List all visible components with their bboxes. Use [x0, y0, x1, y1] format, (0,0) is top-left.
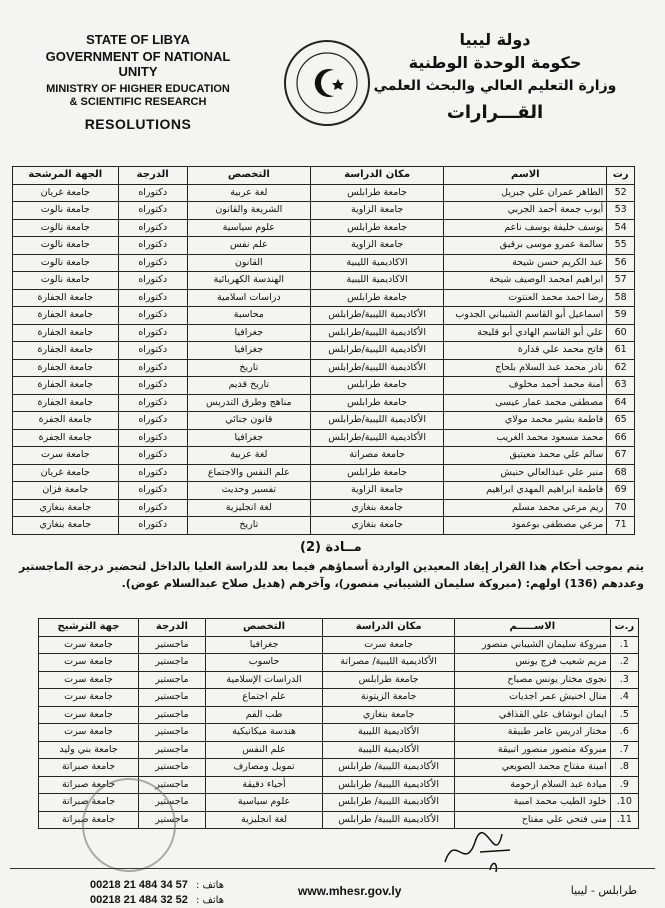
cell-number: 59 [607, 307, 635, 325]
cell-specialization: طب الفم [205, 706, 322, 724]
cell-degree: ماجستير [139, 759, 206, 777]
cell-name: سالمة عمرو موسى برقيق [444, 237, 607, 255]
city-address: طرابلس - ليبيا [570, 884, 637, 897]
cell-study-place: جامعة طرابلس [310, 184, 444, 202]
table-row [13, 307, 635, 325]
cell-degree: دكتوراه [118, 517, 187, 535]
cell-name: سالم علي محمد معيتيق [444, 447, 607, 465]
cell-degree: ماجستير [139, 671, 206, 689]
cell-name: منى فتحي علي مفتاح [454, 811, 610, 829]
ministry-name-en-line2: & SCIENTIFIC RESEARCH [69, 96, 207, 108]
cell-nominating-body: جامعة سرت [39, 654, 139, 672]
cell-nominating-body: جامعة بنغازي [13, 517, 119, 535]
cell-degree: دكتوراه [118, 359, 187, 377]
cell-name: ميادة عبد السلام ارحومة [454, 776, 610, 794]
table-row [39, 671, 639, 689]
cell-specialization: تاريخ [187, 359, 310, 377]
cell-number: 4. [610, 689, 638, 707]
cell-degree: دكتوراه [118, 254, 187, 272]
cell-study-place: الأكاديمية الليبية/طرابلس [310, 307, 444, 325]
table-row [13, 412, 635, 430]
cell-study-place: الأكاديمية الليبية/ طرابلس [323, 759, 455, 777]
footer-divider [10, 868, 655, 869]
cell-study-place: جامعة بنغازي [310, 517, 444, 535]
cell-name: مختار ادريس عامر طبيقة [454, 724, 610, 742]
cell-nominating-body: جامعة سرت [13, 447, 119, 465]
article-text: يتم بموجب أحكام هذا القرار إيفاد المعيدين الواردة أسماؤهم فيما بعد للدراسة العليا بالداخل لتحضير درجة الماجستير وعددهم (136) اولهم: (مبروكة سليمان الشيباني منصور)، وآخرهم (هديل صلاح عبدالسلام عوض). [18, 560, 644, 590]
cell-study-place: جامعة طرابلس [323, 671, 455, 689]
letterhead-english [28, 32, 248, 132]
cell-study-place: جامعة الزاوية [310, 237, 444, 255]
cell-degree: دكتوراه [118, 307, 187, 325]
cell-specialization: الهندسة الكهربائية [187, 272, 310, 290]
table-header-row [13, 167, 635, 185]
cell-specialization: جغرافيا [205, 636, 322, 654]
table-row [13, 377, 635, 395]
ministry-emblem-icon [282, 38, 372, 128]
cell-specialization: حاسوب [205, 654, 322, 672]
cell-specialization: تفسير وحديث [187, 482, 310, 500]
cell-nominating-body: جامعة سرت [39, 636, 139, 654]
phone-number-2: 00218 21 484 32 52 [90, 894, 188, 906]
page-footer [0, 868, 665, 908]
cell-specialization: جغرافيا [187, 324, 310, 342]
table-row [13, 272, 635, 290]
cell-nominating-body: جامعة نالوت [13, 219, 119, 237]
col-header-study-place: مكان الدراسة [323, 619, 455, 637]
cell-study-place: جامعة طرابلس [310, 394, 444, 412]
cell-number: 71 [607, 517, 635, 535]
cell-study-place: الأكاديمية الليبية [323, 724, 455, 742]
col-header-number: رت [607, 167, 635, 185]
cell-nominating-body: جامعة الجفارة [13, 377, 119, 395]
cell-number: 6. [610, 724, 638, 742]
cell-specialization: علم اجتماع [205, 689, 322, 707]
cell-study-place: الأكاديمية الليبية/طرابلس [310, 342, 444, 360]
cell-study-place: الأكاديمية الليبية/ طرابلس [323, 794, 455, 812]
cell-degree: دكتوراه [118, 447, 187, 465]
cell-number: 3. [610, 671, 638, 689]
cell-number: 52 [607, 184, 635, 202]
cell-specialization: محاسبة [187, 307, 310, 325]
cell-name: مريم شعيب فرج يونس [454, 654, 610, 672]
cell-number: 11. [610, 811, 638, 829]
cell-specialization: مناهج وطرق التدريس [187, 394, 310, 412]
cell-study-place: جامعة بنغازي [323, 706, 455, 724]
cell-study-place: الأكاديمية الليبية/ مصراتة [323, 654, 455, 672]
cell-specialization: علوم سياسية [187, 219, 310, 237]
ministry-name-ar: وزارة التعليم العالي والبحث العلمي [373, 78, 617, 94]
cell-number: 65 [607, 412, 635, 430]
cell-number: 53 [607, 202, 635, 220]
cell-degree: دكتوراه [118, 429, 187, 447]
cell-number: 9. [610, 776, 638, 794]
cell-degree: ماجستير [139, 706, 206, 724]
cell-name: خلود الطيب محمد امبية [454, 794, 610, 812]
cell-nominating-body: جامعة صبراتة [39, 811, 139, 829]
cell-nominating-body: جامعة نالوت [13, 237, 119, 255]
cell-number: 54 [607, 219, 635, 237]
table-row [13, 219, 635, 237]
cell-number: 68 [607, 464, 635, 482]
cell-study-place: جامعة الزيتونة [323, 689, 455, 707]
cell-nominating-body: جامعة صبراتة [39, 759, 139, 777]
cell-number: 8. [610, 759, 638, 777]
col-header-degree: الدرجة [118, 167, 187, 185]
cell-nominating-body: جامعة الجفرة [13, 412, 119, 430]
cell-degree: دكتوراه [118, 412, 187, 430]
cell-name: مبروكة سليمان الشيباني منصور [454, 636, 610, 654]
cell-specialization: تمويل ومصارف [205, 759, 322, 777]
table-row [39, 654, 639, 672]
cell-study-place: الاكاديمية الليبية [310, 254, 444, 272]
table-row [39, 706, 639, 724]
cell-study-place: جامعة طرابلس [310, 219, 444, 237]
cell-specialization: أحياء دقيقة [205, 776, 322, 794]
cell-specialization: علم النفس [205, 741, 322, 759]
cell-degree: دكتوراه [118, 202, 187, 220]
cell-study-place: الأكاديمية الليبية/طرابلس [310, 429, 444, 447]
cell-nominating-body: جامعة سرت [39, 689, 139, 707]
table-row [13, 184, 635, 202]
cell-degree: ماجستير [139, 741, 206, 759]
table-row [13, 254, 635, 272]
table-row [39, 636, 639, 654]
table-row [39, 689, 639, 707]
cell-study-place: جامعة سرت [323, 636, 455, 654]
cell-name: أيوب جمعة أحمد الجربي [444, 202, 607, 220]
cell-specialization: تاريخ قديم [187, 377, 310, 395]
cell-name: ايمان ابوشاف علي القذافي [454, 706, 610, 724]
col-header-specialization: التخصص [205, 619, 322, 637]
col-header-name: الاسم [444, 167, 607, 185]
cell-specialization: جغرافيا [187, 342, 310, 360]
cell-name: محمد مسعود محمد الغريب [444, 429, 607, 447]
cell-number: 63 [607, 377, 635, 395]
state-name-ar: دولة ليبيا [459, 30, 531, 49]
table-row [13, 464, 635, 482]
cell-degree: ماجستير [139, 776, 206, 794]
doctorate-table [12, 166, 635, 535]
cell-study-place: الأكاديمية الليبية/طرابلس [310, 412, 444, 430]
cell-name: نادر محمد عبد السلام بلحاج [444, 359, 607, 377]
cell-name: منير علي عبدالعالي حنيش [444, 464, 607, 482]
table-row [13, 237, 635, 255]
cell-degree: دكتوراه [118, 464, 187, 482]
cell-name: مبروكة منصور منصور اتبيقة [454, 741, 610, 759]
cell-specialization: علوم سياسية [205, 794, 322, 812]
government-name-ar: حكومة الوحدة الوطنية [408, 53, 582, 72]
cell-specialization: علم نفس [187, 237, 310, 255]
cell-nominating-body: جامعة فزان [13, 482, 119, 500]
cell-name: فاتح محمد علي قدارة [444, 342, 607, 360]
cell-number: 55 [607, 237, 635, 255]
cell-study-place: الأكاديمية الليبية/طرابلس [310, 324, 444, 342]
table-header-row [39, 619, 639, 637]
ministry-stamp-icon [82, 778, 176, 872]
cell-degree: دكتوراه [118, 324, 187, 342]
cell-nominating-body: جامعة سرت [39, 724, 139, 742]
cell-specialization: تاريخ [187, 517, 310, 535]
cell-name: علي أبو القاسم الهادي أبو قليجة [444, 324, 607, 342]
cell-name: أمنة محمد أحمد مخلوف [444, 377, 607, 395]
cell-study-place: جامعة طرابلس [310, 377, 444, 395]
cell-study-place: الاكاديمية الليبية [310, 272, 444, 290]
table-row [13, 359, 635, 377]
cell-specialization: الشريعة والقانون [187, 202, 310, 220]
cell-degree: دكتوراه [118, 219, 187, 237]
cell-name: فاطمة بشير محمد مولاي [444, 412, 607, 430]
phone-label-2: هاتف : [196, 895, 225, 906]
cell-nominating-body: جامعة الجفارة [13, 307, 119, 325]
cell-name: عبد الكريم حسن شيحة [444, 254, 607, 272]
website-link[interactable]: www.mhesr.gov.ly [298, 884, 402, 898]
cell-degree: دكتوراه [118, 394, 187, 412]
cell-specialization: الدراسات الإسلامية [205, 671, 322, 689]
cell-nominating-body: جامعة غريان [13, 464, 119, 482]
cell-number: 1. [610, 636, 638, 654]
cell-degree: ماجستير [139, 654, 206, 672]
col-header-study-place: مكان الدراسة [310, 167, 444, 185]
cell-study-place: جامعة طرابلس [310, 289, 444, 307]
cell-name: امينة مفتاح محمد الصويعي [454, 759, 610, 777]
cell-nominating-body: جامعة سرت [39, 671, 139, 689]
cell-study-place: الأكاديمية الليبية/طرابلس [310, 359, 444, 377]
col-header-name: الاســـــم [454, 619, 610, 637]
cell-name: نجوى مختار يونس مصباح [454, 671, 610, 689]
cell-nominating-body: جامعة سرت [39, 706, 139, 724]
cell-specialization: لغة انجليزية [187, 499, 310, 517]
state-name-en: STATE OF LIBYA [86, 32, 190, 47]
cell-specialization: لغة انجليزية [205, 811, 322, 829]
cell-study-place: جامعة الزاوية [310, 482, 444, 500]
cell-nominating-body: جامعة نالوت [13, 202, 119, 220]
cell-degree: دكتوراه [118, 499, 187, 517]
cell-number: 60 [607, 324, 635, 342]
table-row [13, 429, 635, 447]
phone-labels [196, 878, 224, 908]
cell-degree: ماجستير [139, 636, 206, 654]
cell-degree: ماجستير [139, 811, 206, 829]
cell-number: 5. [610, 706, 638, 724]
cell-specialization: لغة عربية [187, 447, 310, 465]
cell-study-place: الأكاديمية الليبية/ طرابلس [323, 776, 455, 794]
article-title: مــادة (2) [300, 540, 362, 555]
cell-study-place: جامعة طرابلس [310, 464, 444, 482]
cell-number: 69 [607, 482, 635, 500]
cell-nominating-body: جامعة بنغازي [13, 499, 119, 517]
table-row [39, 759, 639, 777]
cell-study-place: جامعة الزاوية [310, 202, 444, 220]
cell-nominating-body: جامعة غريان [13, 184, 119, 202]
cell-name: فاطمة ابراهيم المهدي ابراهيم [444, 482, 607, 500]
cell-degree: دكتوراه [118, 377, 187, 395]
table-row [13, 202, 635, 220]
cell-degree: دكتوراه [118, 272, 187, 290]
cell-name: الطاهر عمران علي جبريل [444, 184, 607, 202]
cell-number: 64 [607, 394, 635, 412]
cell-study-place: جامعة مصراتة [310, 447, 444, 465]
cell-degree: ماجستير [139, 689, 206, 707]
cell-nominating-body: جامعة الجفرة [13, 429, 119, 447]
cell-number: 62 [607, 359, 635, 377]
cell-nominating-body: جامعة الجفارة [13, 289, 119, 307]
cell-nominating-body: جامعة بني وليد [39, 741, 139, 759]
letterhead-arabic [365, 30, 625, 123]
cell-degree: دكتوراه [118, 289, 187, 307]
cell-number: 7. [610, 741, 638, 759]
table-row [13, 342, 635, 360]
cell-nominating-body: جامعة الجفارة [13, 342, 119, 360]
cell-degree: ماجستير [139, 794, 206, 812]
cell-specialization: هندسة ميكانيكية [205, 724, 322, 742]
cell-number: 67 [607, 447, 635, 465]
cell-degree: دكتوراه [118, 184, 187, 202]
cell-degree: ماجستير [139, 724, 206, 742]
cell-name: مرعي مصطفى بوعمود [444, 517, 607, 535]
table-row [39, 741, 639, 759]
cell-name: اسماعيل أبو القاسم الشيباني الجدوب [444, 307, 607, 325]
cell-name: مصطفى محمد عمار عيسى [444, 394, 607, 412]
cell-number: 10. [610, 794, 638, 812]
cell-nominating-body: جامعة الجفارة [13, 394, 119, 412]
cell-name: رضا احمد محمد العنتوت [444, 289, 607, 307]
cell-name: منال اخنيش عمر اجديات [454, 689, 610, 707]
cell-degree: دكتوراه [118, 342, 187, 360]
cell-specialization: القانون [187, 254, 310, 272]
col-header-nominating-body: الجهة المرشحة [13, 167, 119, 185]
cell-number: 70 [607, 499, 635, 517]
resolutions-title-en: RESOLUTIONS [84, 116, 192, 132]
phone-label-1: هاتف : [196, 880, 225, 891]
cell-nominating-body: جامعة نالوت [13, 272, 119, 290]
cell-number: 56 [607, 254, 635, 272]
table-row [39, 724, 639, 742]
cell-nominating-body: جامعة صبراتة [39, 794, 139, 812]
col-header-number: ر.ت [610, 619, 638, 637]
cell-study-place: جامعة بنغازي [310, 499, 444, 517]
table-row [13, 517, 635, 535]
col-header-nominating-body: جهة الترشيح [39, 619, 139, 637]
cell-study-place: الأكاديمية الليبية [323, 741, 455, 759]
table-row [13, 324, 635, 342]
government-name-en: GOVERNMENT OF NATIONAL UNITY [45, 49, 231, 79]
cell-name: ريم مرعي محمد مسلم [444, 499, 607, 517]
table-row [13, 499, 635, 517]
cell-study-place: الأكاديمية الليبية/ طرابلس [323, 811, 455, 829]
col-header-specialization: التخصص [187, 167, 310, 185]
table-row [13, 482, 635, 500]
table-row [13, 447, 635, 465]
cell-specialization: قانون جنائي [187, 412, 310, 430]
cell-number: 66 [607, 429, 635, 447]
cell-number: 2. [610, 654, 638, 672]
cell-specialization: جغرافيا [187, 429, 310, 447]
phone-numbers [90, 878, 188, 908]
cell-number: 58 [607, 289, 635, 307]
cell-nominating-body: جامعة صبراتة [39, 776, 139, 794]
cell-degree: دكتوراه [118, 482, 187, 500]
cell-number: 61 [607, 342, 635, 360]
cell-specialization: لغة عربية [187, 184, 310, 202]
resolutions-title-ar: القـــرارات [446, 102, 544, 123]
table-row [13, 394, 635, 412]
cell-number: 57 [607, 272, 635, 290]
col-header-degree: الدرجة [139, 619, 206, 637]
phone-number-1: 00218 21 484 34 57 [90, 879, 188, 891]
cell-nominating-body: جامعة الجفارة [13, 359, 119, 377]
table-row [13, 289, 635, 307]
cell-specialization: علم النفس والاجتماع [187, 464, 310, 482]
ministry-name-en: MINISTRY OF HIGHER EDUCATION [46, 83, 230, 95]
cell-specialization: دراسات اسلامية [187, 289, 310, 307]
cell-nominating-body: جامعة نالوت [13, 254, 119, 272]
cell-nominating-body: جامعة الجفارة [13, 324, 119, 342]
cell-degree: دكتوراه [118, 237, 187, 255]
cell-name: ابراهيم امحمد الوصيف شيحة [444, 272, 607, 290]
cell-name: يوسف خليفة يوسف ناعم [444, 219, 607, 237]
